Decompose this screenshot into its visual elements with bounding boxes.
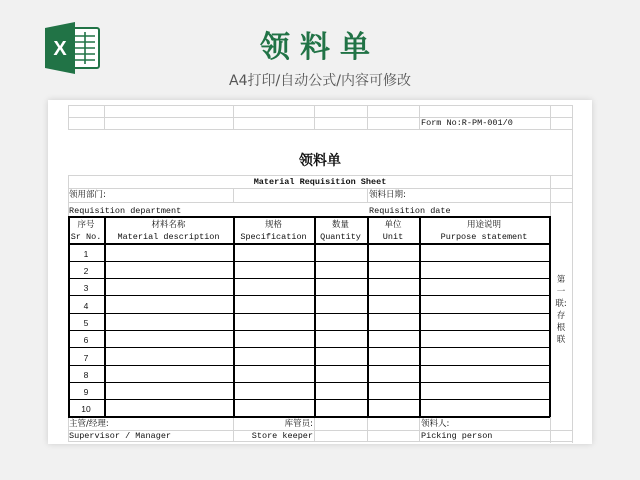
supervisor-label-en: Supervisor / Manager — [69, 431, 172, 441]
logo-letter: X — [53, 38, 67, 60]
spreadsheet-sheet[interactable] — [48, 100, 592, 444]
keeper-label-en: Store keeper — [251, 431, 313, 441]
page-subtitle: A4打印/自动公式/内容可修改 — [229, 73, 411, 89]
col-header-spec-en: Specification — [240, 232, 307, 242]
row-number: 9 — [83, 387, 89, 397]
date-label-cn: 领料日期: — [369, 190, 406, 200]
col-header-qty-cn: 数量 — [331, 220, 349, 230]
dept-label-cn: 领用部门: — [69, 190, 106, 200]
col-header-qty-en: Quantity — [320, 232, 361, 242]
col-header-material-cn: 材料名称 — [151, 220, 186, 230]
dept-label-en: Requisition department — [69, 206, 182, 216]
col-header-unit-en: Unit — [382, 232, 404, 242]
picker-label-cn: 领料人: — [421, 419, 450, 429]
col-header-unit-cn: 单位 — [384, 220, 402, 230]
row-number: 3 — [83, 283, 89, 293]
col-header-material-en: Material description — [117, 232, 220, 242]
row-number: 6 — [83, 335, 89, 345]
col-header-purpose-cn: 用途说明 — [466, 220, 501, 230]
form-number: Form No:R-PM-001/0 — [421, 118, 513, 128]
col-header-spec-cn: 规格 — [264, 220, 282, 230]
form-title: 领料单 — [299, 153, 341, 169]
row-number: 2 — [83, 266, 89, 276]
col-header-srno-cn: 序号 — [77, 220, 95, 230]
date-label-en: Requisition date — [369, 206, 451, 216]
picker-label-en: Picking person — [421, 431, 493, 441]
supervisor-label-cn: 主管/经理: — [69, 419, 109, 429]
row-number: 8 — [83, 370, 89, 380]
copy-note-vertical: 第一联:存根联 — [555, 275, 567, 345]
form-subtitle: Material Requisition Sheet — [253, 177, 387, 187]
col-header-srno-en: Sr No. — [70, 232, 102, 242]
row-number: 10 — [81, 404, 91, 414]
row-number: 5 — [83, 318, 89, 328]
row-number: 7 — [83, 353, 89, 363]
row-number: 4 — [83, 301, 89, 311]
page-title: 领料单 — [260, 30, 380, 65]
keeper-label-cn: 库管员: — [284, 419, 313, 429]
row-number: 1 — [83, 249, 89, 259]
col-header-purpose-en: Purpose statement — [440, 232, 528, 242]
